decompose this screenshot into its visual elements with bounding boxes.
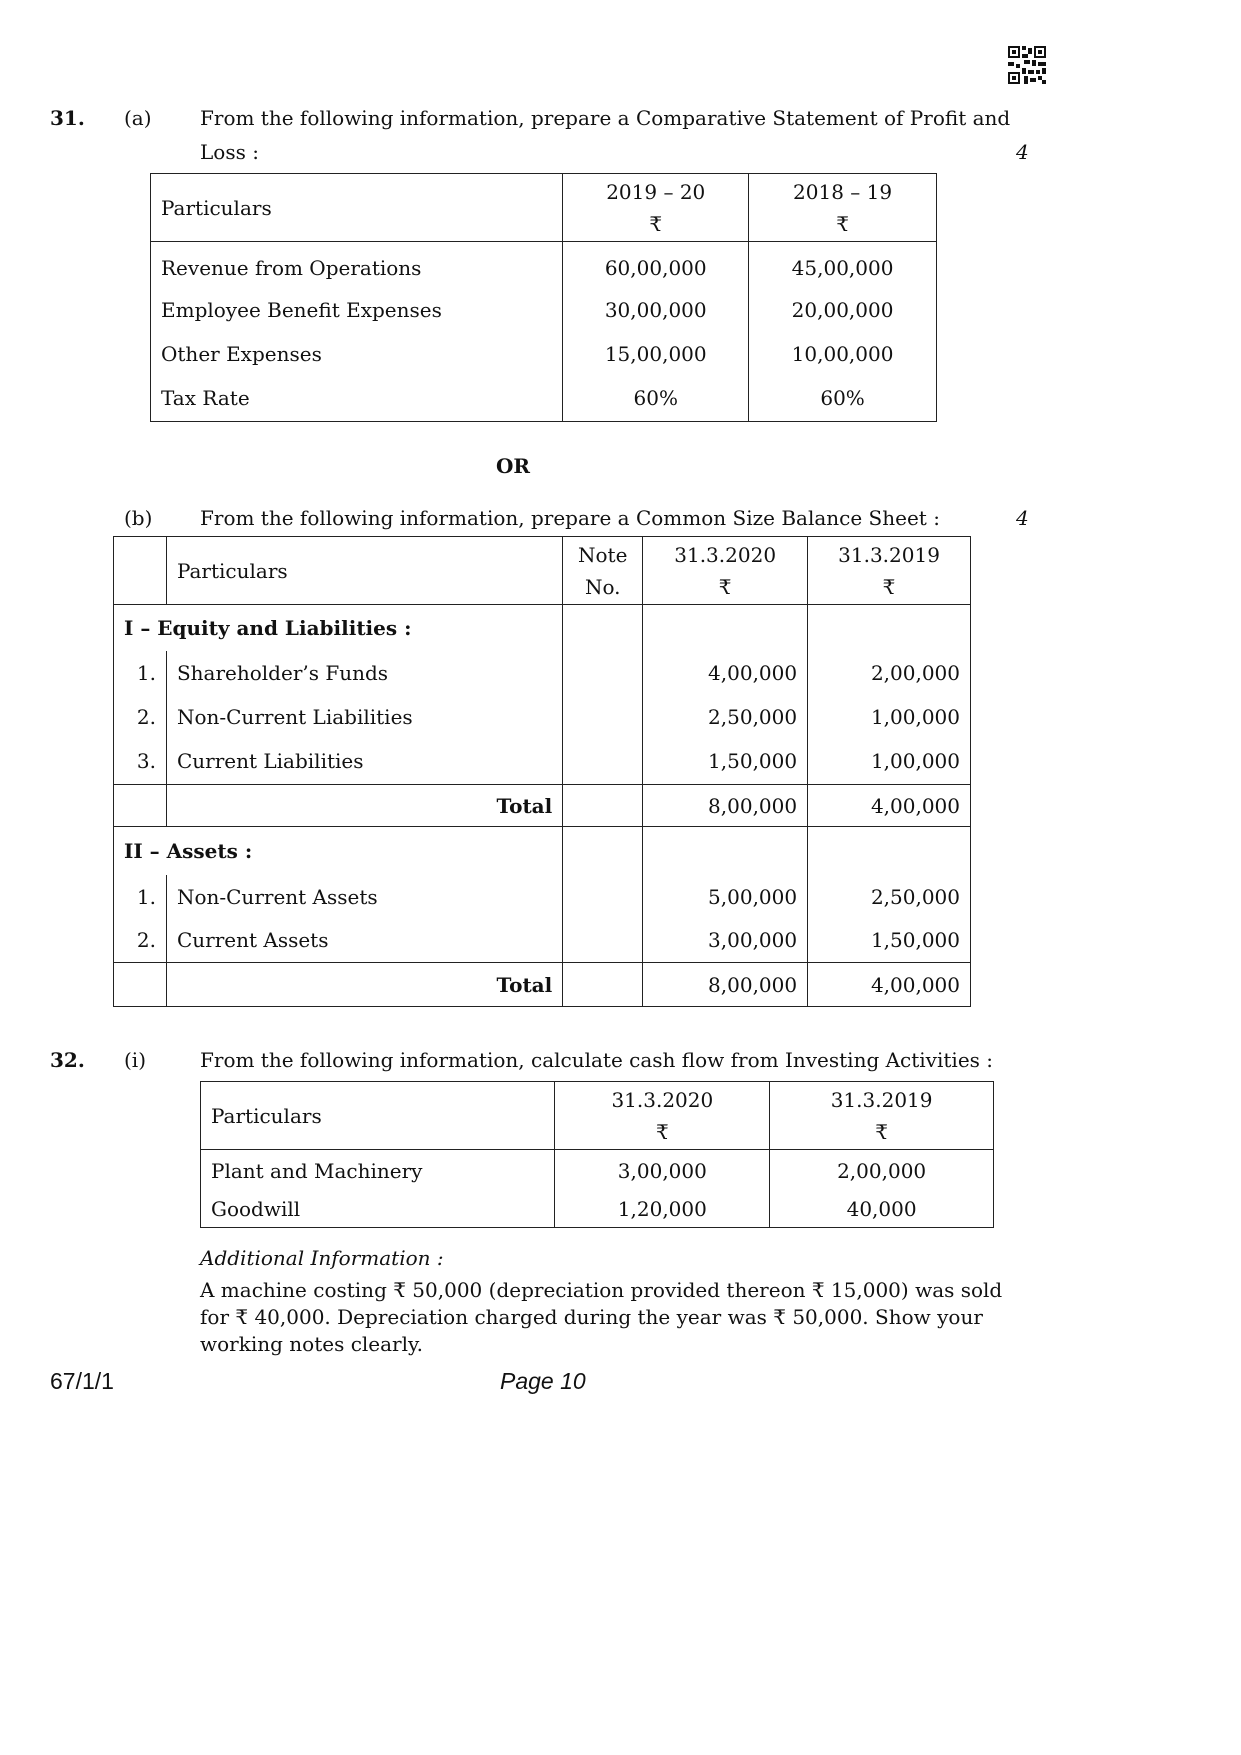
- row-num: 2.: [114, 919, 167, 963]
- header-particulars: Particulars: [151, 174, 563, 242]
- row-particulars: Current Assets: [166, 919, 562, 963]
- rupee-symbol: ₹: [882, 574, 896, 599]
- row-value: 15,00,000: [563, 332, 749, 376]
- header-num: [114, 537, 167, 605]
- part-a-text-line2: Loss :: [200, 140, 259, 164]
- year-2018-19-label: 2018 – 19: [793, 179, 893, 204]
- page-number: Page 10: [500, 1368, 586, 1394]
- total-label: Total: [166, 963, 562, 1007]
- row-value: 10,00,000: [749, 332, 937, 376]
- total-value: 4,00,000: [808, 785, 971, 827]
- row-particulars: Current Liabilities: [166, 739, 562, 785]
- total-row: [114, 785, 971, 827]
- additional-info-heading: Additional Information :: [200, 1246, 444, 1270]
- total-value: 8,00,000: [643, 785, 808, 827]
- row-value: 30,00,000: [563, 288, 749, 332]
- row-particulars: Shareholder’s Funds: [166, 651, 562, 695]
- row-value: 5,00,000: [643, 875, 808, 919]
- row-num: 3.: [114, 739, 167, 785]
- table-row: [114, 919, 971, 963]
- rupee-symbol: ₹: [875, 1119, 888, 1144]
- additional-info-line2: for ₹ 40,000. Depreciation charged during the year was ₹ 50,000. Show your: [200, 1305, 983, 1329]
- header-year-2018-19: [749, 174, 937, 242]
- date-2020-label: 31.3.2020: [611, 1087, 714, 1112]
- row-particulars: Employee Benefit Expenses: [151, 288, 563, 332]
- header-date-2019: [770, 1082, 994, 1150]
- row-value: 4,00,000: [643, 651, 808, 695]
- row-particulars: Tax Rate: [151, 376, 563, 422]
- rupee-symbol: ₹: [649, 211, 663, 236]
- row-value: 2,00,000: [770, 1150, 994, 1192]
- row-value: 1,50,000: [808, 919, 971, 963]
- row-value: 60%: [563, 376, 749, 422]
- table-row: [114, 651, 971, 695]
- row-value: 40,000: [770, 1192, 994, 1228]
- header-note-no: [563, 537, 643, 605]
- date-2019-label: 31.3.2019: [838, 542, 940, 567]
- row-value: 20,00,000: [749, 288, 937, 332]
- total-value: 4,00,000: [808, 963, 971, 1007]
- question-number-32: 32.: [50, 1048, 85, 1072]
- question-number-31: 31.: [50, 106, 85, 130]
- table-row: [114, 875, 971, 919]
- table-row: [201, 1150, 994, 1192]
- row-value: 60%: [749, 376, 937, 422]
- additional-info-line3: working notes clearly.: [200, 1332, 424, 1356]
- row-num: 1.: [114, 651, 167, 695]
- total-row: [114, 963, 971, 1007]
- row-particulars: Goodwill: [201, 1192, 555, 1228]
- table-row: [151, 376, 937, 422]
- rupee-symbol: ₹: [655, 1119, 669, 1144]
- row-particulars: Other Expenses: [151, 332, 563, 376]
- row-particulars: Non-Current Liabilities: [166, 695, 562, 739]
- table-row: [114, 739, 971, 785]
- part-b-label: (b): [124, 506, 153, 530]
- rupee-symbol: ₹: [718, 574, 732, 599]
- total-label: Total: [166, 785, 562, 827]
- common-size-balance-sheet-table: [113, 536, 971, 1007]
- comparative-pl-table: [150, 173, 937, 422]
- part-b-marks: 4: [1016, 506, 1029, 530]
- table-row: [151, 332, 937, 376]
- additional-info-line1: A machine costing ₹ 50,000 (depreciation provided thereon ₹ 15,000) was sold: [200, 1278, 1003, 1302]
- row-num: 2.: [114, 695, 167, 739]
- header-particulars: Particulars: [201, 1082, 555, 1150]
- investing-activities-table: [200, 1081, 994, 1228]
- or-separator: OR: [496, 454, 531, 478]
- header-year-2019-20: [563, 174, 749, 242]
- row-value: 3,00,000: [643, 919, 808, 963]
- part-a-label: (a): [124, 106, 152, 130]
- row-value: 60,00,000: [563, 242, 749, 288]
- row-value: 3,00,000: [555, 1150, 770, 1192]
- row-value: 1,00,000: [808, 739, 971, 785]
- part-a-marks: 4: [1016, 140, 1029, 164]
- row-value: 45,00,000: [749, 242, 937, 288]
- note-label: Note: [578, 542, 628, 567]
- row-value: 1,00,000: [808, 695, 971, 739]
- total-value: 8,00,000: [643, 963, 808, 1007]
- table-row: [151, 242, 937, 288]
- row-num: 1.: [114, 875, 167, 919]
- no-label: No.: [584, 574, 621, 599]
- row-value: 2,50,000: [643, 695, 808, 739]
- table-row: [201, 1192, 994, 1228]
- row-particulars: Plant and Machinery: [201, 1150, 555, 1192]
- table-row: [114, 695, 971, 739]
- table-row: [151, 288, 937, 332]
- row-value: 1,50,000: [643, 739, 808, 785]
- row-value: 2,50,000: [808, 875, 971, 919]
- paper-code: 67/1/1: [50, 1368, 114, 1394]
- section-equity-liabilities-title: I – Equity and Liabilities :: [114, 605, 563, 651]
- rupee-symbol: ₹: [836, 211, 849, 236]
- header-date-2020: [643, 537, 808, 605]
- row-particulars: Revenue from Operations: [151, 242, 563, 288]
- part-b-text: From the following information, prepare a Common Size Balance Sheet :: [200, 506, 940, 530]
- row-value: 2,00,000: [808, 651, 971, 695]
- part-i-text: From the following information, calculate cash flow from Investing Activities :: [200, 1048, 994, 1072]
- header-date-2020: [555, 1082, 770, 1150]
- header-date-2019: [808, 537, 971, 605]
- row-value: 1,20,000: [555, 1192, 770, 1228]
- date-2020-label: 31.3.2020: [674, 542, 777, 567]
- header-particulars: Particulars: [166, 537, 562, 605]
- year-2019-20-label: 2019 – 20: [606, 179, 706, 204]
- part-a-text-line1: From the following information, prepare a Comparative Statement of Profit and: [200, 106, 1011, 130]
- section-assets-title: II – Assets :: [114, 827, 563, 875]
- row-particulars: Non-Current Assets: [166, 875, 562, 919]
- qr-code-icon: [1008, 46, 1046, 84]
- date-2019-label: 31.3.2019: [830, 1087, 933, 1112]
- part-i-label: (i): [124, 1048, 147, 1072]
